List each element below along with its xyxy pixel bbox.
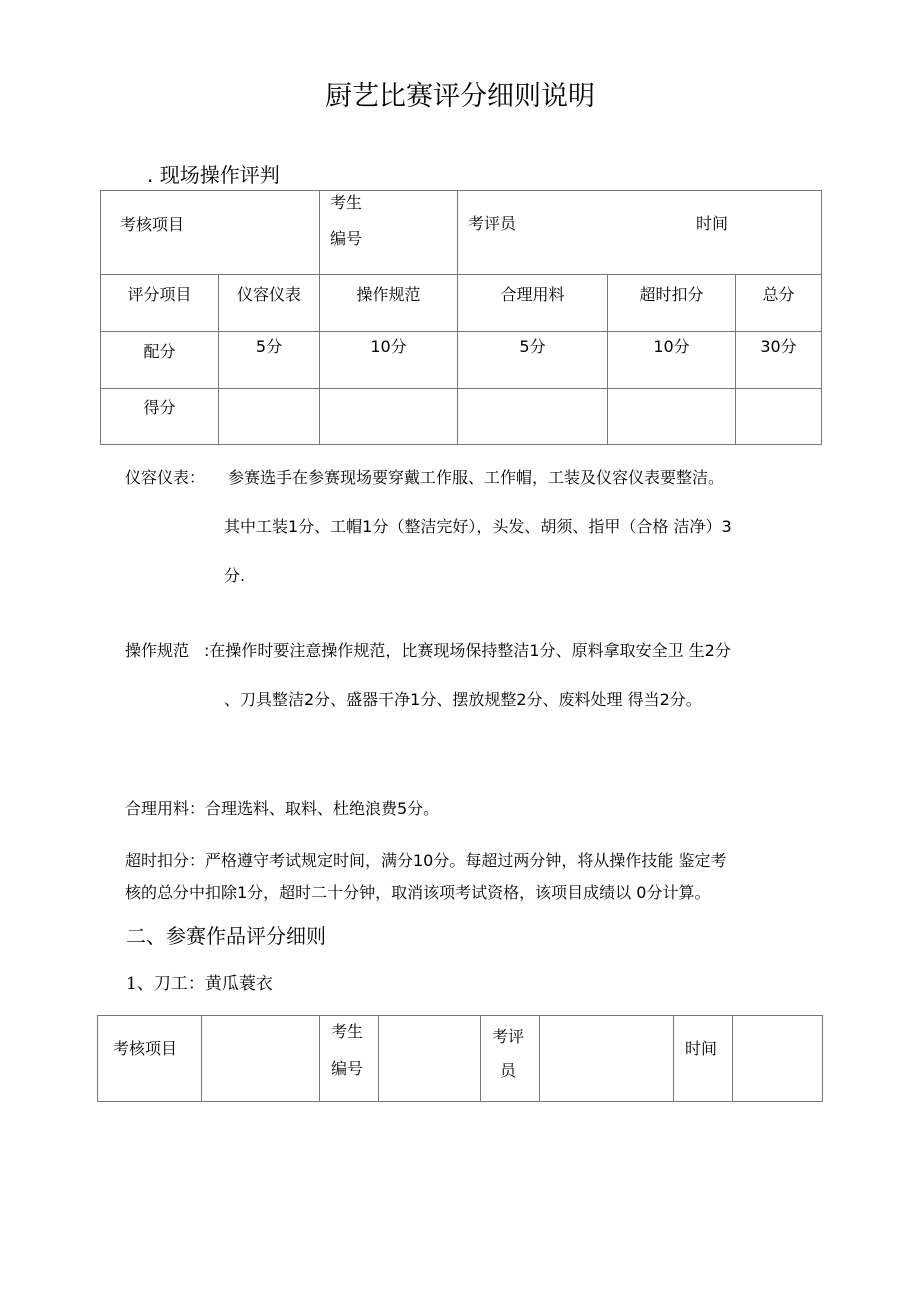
judge-value-cell	[540, 1016, 674, 1102]
exam-number-value-cell	[379, 1016, 481, 1102]
exam-item-label: 考核项目	[120, 215, 185, 234]
operation-line1: :在操作时要注意操作规范，比赛现场保持整洁1分、原料拿取安全卫 生2分	[204, 641, 731, 660]
points-overtime: 10分	[653, 337, 690, 356]
exam-item-cell	[98, 1016, 202, 1102]
score-cell	[736, 389, 822, 445]
points-cell	[736, 332, 822, 389]
operation-line2: 、刀具整洁2分、盛器干净1分、摆放规整2分、废料处理 得当2分。	[224, 690, 702, 709]
header-cell-total	[736, 275, 822, 332]
exam-item-label: 考核项目	[113, 1039, 178, 1058]
overtime-line1: 超时扣分：严格遵守考试规定时间，满分10分。每超过两分钟，将从操作技能 鉴定考	[125, 851, 727, 870]
appearance-line3: 分.	[224, 566, 246, 585]
exam-item-cell	[101, 191, 320, 275]
subsection-heading-knife: 1、刀工：黄瓜蓑衣	[126, 974, 273, 994]
header-materials: 合理用料	[500, 285, 565, 304]
points-operation: 10分	[370, 337, 407, 356]
header-appearance: 仪容仪表	[236, 285, 301, 304]
points-materials: 5分	[519, 337, 546, 356]
appearance-label: 仪容仪表：	[125, 468, 206, 487]
header-cell-appearance	[219, 275, 320, 332]
points-cell	[320, 332, 458, 389]
judge-time-cell	[458, 191, 822, 275]
header-cell-materials	[458, 275, 608, 332]
time-cell	[674, 1016, 733, 1102]
header-cell-overtime	[608, 275, 736, 332]
score-cell	[320, 389, 458, 445]
points-total: 30分	[760, 337, 797, 356]
page-title: 厨艺比赛评分细则说明	[325, 81, 595, 112]
section-heading-onsite: . 现场操作评判	[147, 163, 280, 187]
knife-work-table	[97, 1015, 823, 1102]
score-cell	[458, 389, 608, 445]
header-scoring-item: 评分项目	[127, 285, 192, 304]
time-label: 时间	[685, 1039, 718, 1058]
header-cell-operation	[320, 275, 458, 332]
score-cell	[608, 389, 736, 445]
exam-number-label-line1: 考生	[331, 1022, 364, 1041]
materials-text: 合理用料：合理选料、取料、杜绝浪费5分。	[125, 799, 440, 818]
exam-number-label-line1: 考生	[330, 193, 363, 212]
points-label: 配分	[143, 342, 176, 361]
time-value-cell	[733, 1016, 823, 1102]
exam-number-cell	[320, 1016, 379, 1102]
exam-number-cell	[320, 191, 458, 275]
score-label-cell	[101, 389, 219, 445]
points-label-cell	[101, 332, 219, 389]
exam-number-label-line2: 编号	[330, 229, 363, 248]
onsite-scoring-table	[100, 190, 822, 445]
points-cell	[608, 332, 736, 389]
points-cell	[458, 332, 608, 389]
header-operation: 操作规范	[356, 285, 421, 304]
exam-item-value-cell	[202, 1016, 320, 1102]
judge-label-line2: 员	[500, 1061, 517, 1080]
header-cell-scoring-item	[101, 275, 219, 332]
exam-number-label-line2: 编号	[331, 1059, 364, 1078]
score-cell	[219, 389, 320, 445]
time-label: 时间	[696, 214, 729, 233]
judge-label: 考评员	[468, 214, 517, 233]
judge-cell	[481, 1016, 540, 1102]
appearance-line1: 参赛选手在参赛现场要穿戴工作服、工作帽，工装及仪容仪表要整洁。	[228, 468, 725, 487]
header-overtime: 超时扣分	[639, 285, 704, 304]
points-cell	[219, 332, 320, 389]
appearance-line2: 其中工装1分、工帽1分（整洁完好），头发、胡须、指甲（合格 洁净）3	[224, 517, 732, 536]
operation-label: 操作规范	[125, 641, 190, 660]
points-appearance: 5分	[255, 337, 283, 356]
judge-label-line1: 考评	[492, 1027, 525, 1046]
score-label: 得分	[143, 398, 176, 417]
overtime-line2: 核的总分中扣除1分，超时二十分钟，取消该项考试资格，该项目成绩以 0分计算。	[125, 883, 711, 902]
header-total: 总分	[762, 285, 795, 304]
section-heading-works: 二、参赛作品评分细则	[126, 924, 326, 948]
